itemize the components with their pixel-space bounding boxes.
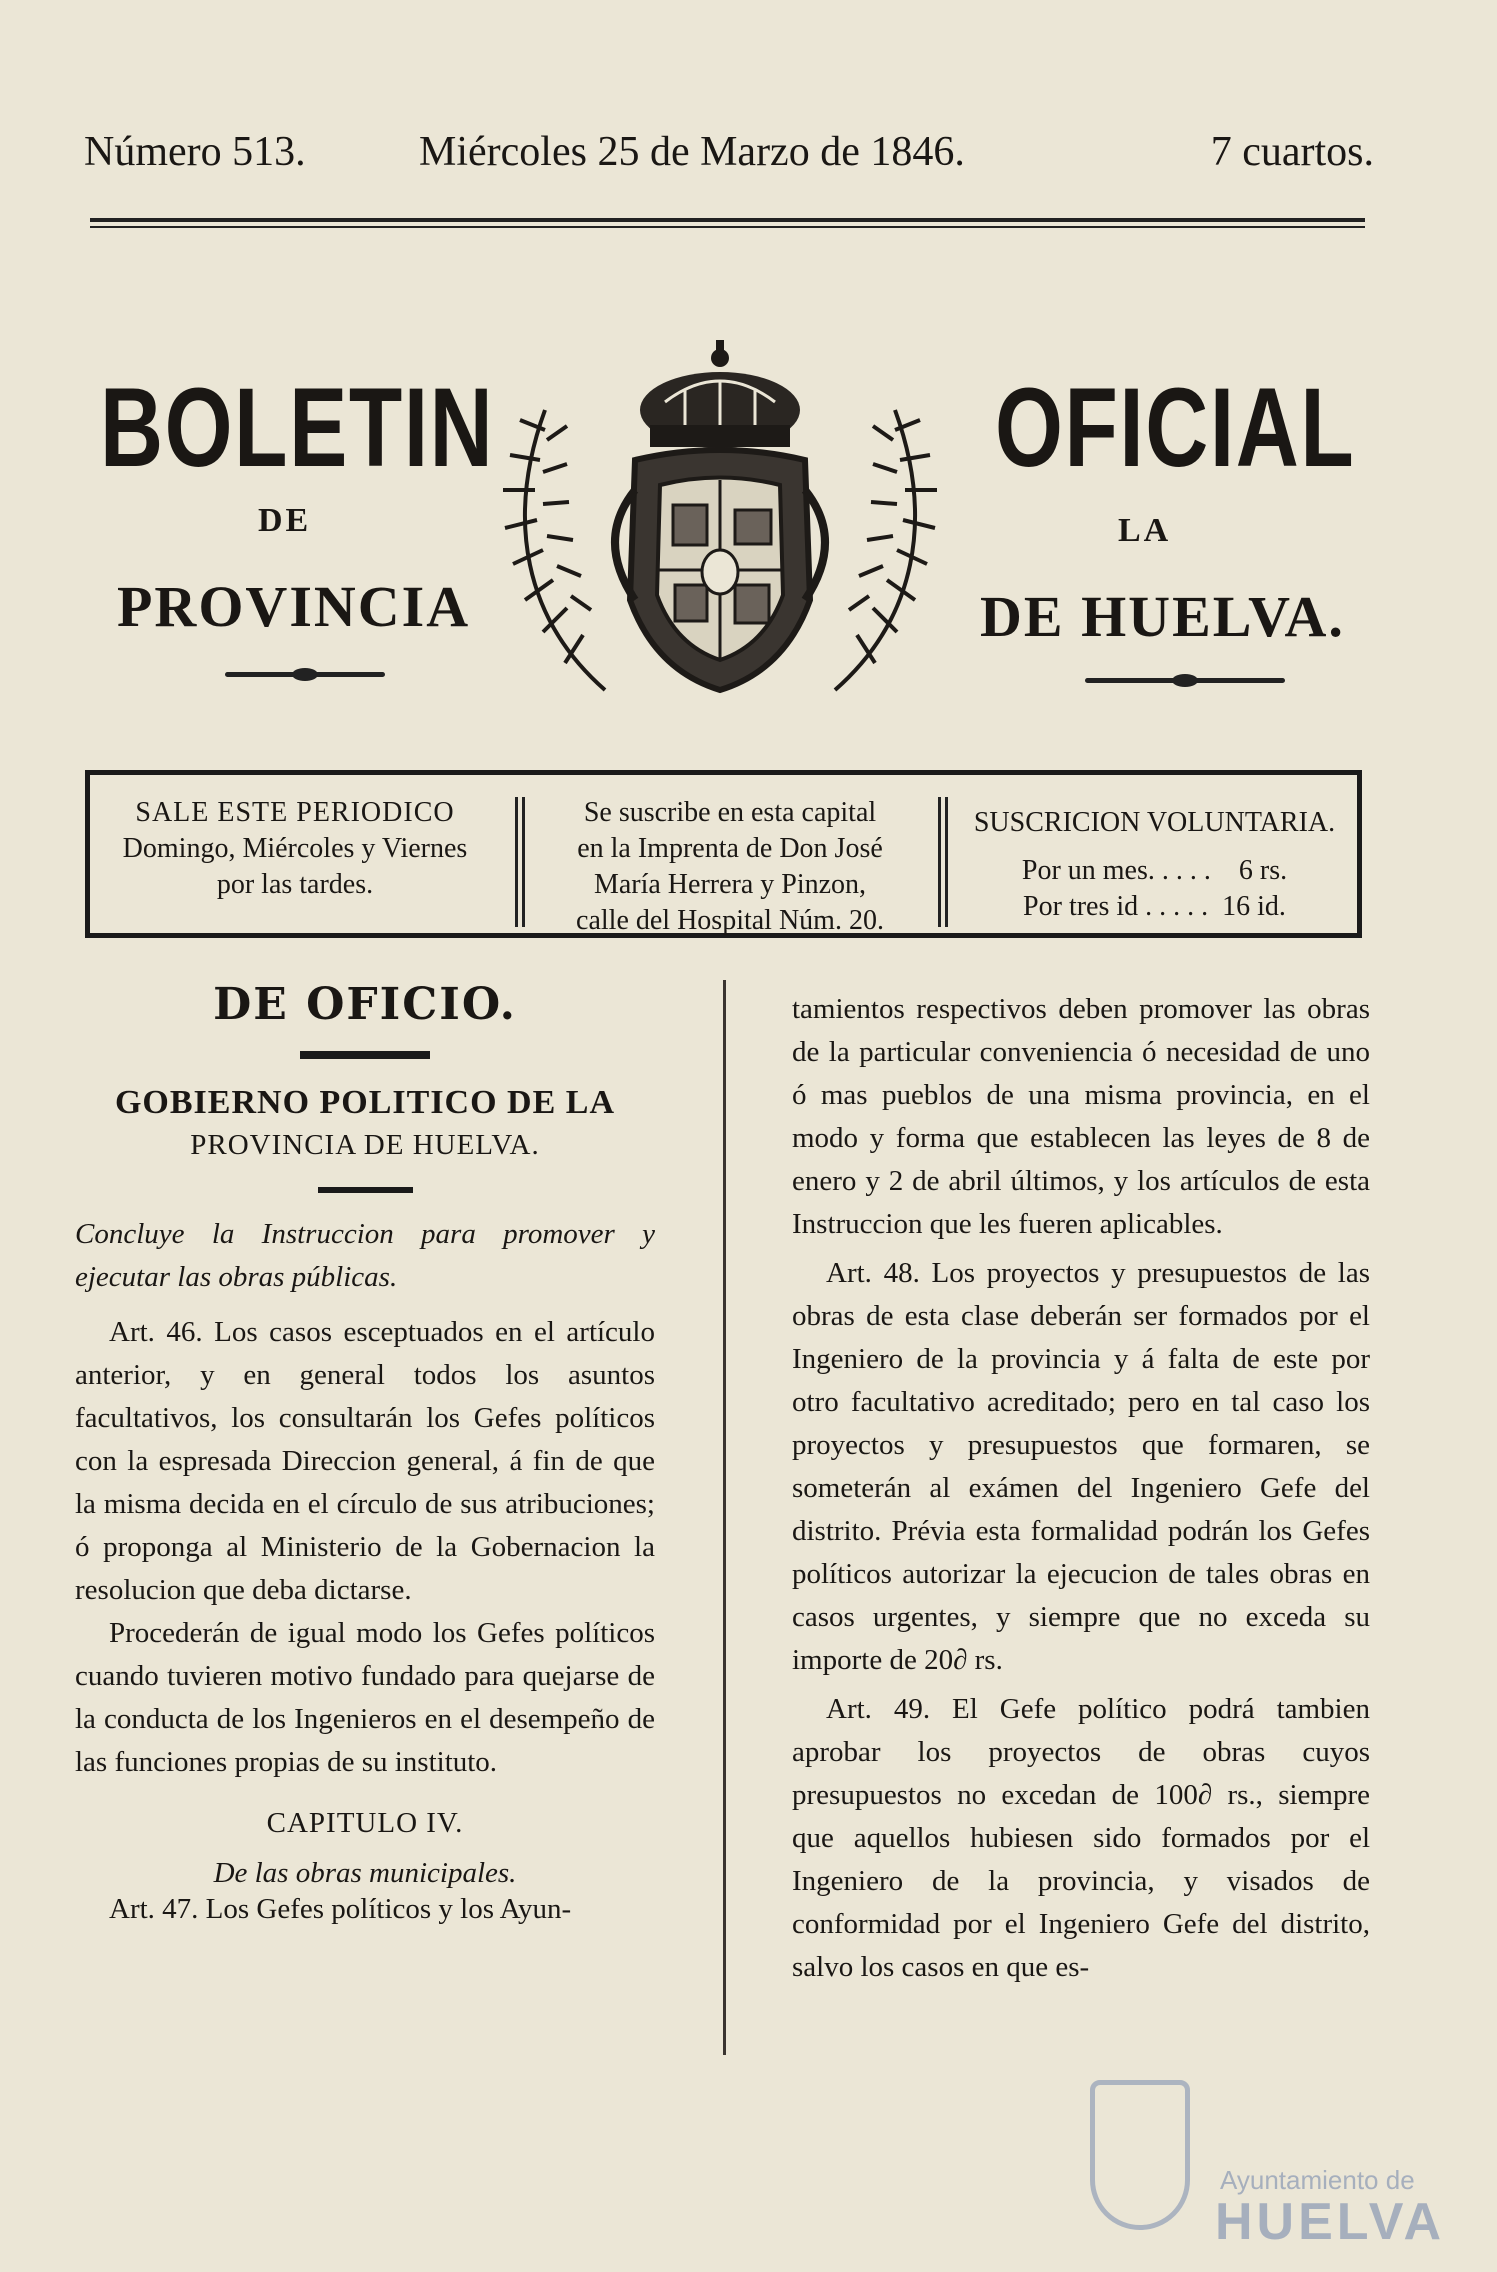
schedule-title: SALE ESTE PERIODICO [135,797,455,828]
authority-heading: GOBIERNO POLITICO DE LA [114,1084,616,1121]
price-month: Por un mes. . . . . 6 rs. [1021,855,1288,886]
issue-number: Número 513. [84,129,306,175]
article-46: Art. 46. Los casos esceptuados en el artículo anterior, y en general todos los asuntos facultativos, los consultarán los Gefes políticos con la espresada Direccion general, á fin de que la misma decida en el círculo de sus atribuciones; ó proponga al Ministerio de la Gobernacion la resolucion que deba dictarse. [75,1316,655,1606]
subscription-box [85,770,1362,938]
article-48: Art. 48. Los proyectos y presupuestos de las obras de esta clase deberán ser formados por el Ingeniero de la provincia y á falta de este por otro facultativo acreditado; pero en tal caso los proyectos y presupuestos que formaren, se someterán al exámen del Ingeniero Gefe del distrito. Prévia esta formalidad podrán los Gefes políticos autorizar la ejecucion de tales obras en casos urgentes, y siempre que no exceda su importe de 20∂ rs. [792,1257,1370,1676]
header-rule [90,218,1365,228]
chapter-heading: CAPITULO IV. [266,1807,464,1839]
subscription-prices [952,805,1357,925]
masthead-de: DE [258,502,312,539]
authority-subheading: PROVINCIA DE HUELVA. [190,1129,540,1161]
coat-of-arms-emblem [485,340,955,720]
article-47: Art. 47. Los Gefes políticos y los Ayun- [109,1893,572,1925]
box-separator-right [938,797,948,927]
address-line-3: María Herrera y Pinzon, [593,869,867,900]
column-divider [723,980,726,2055]
masthead-provincia: PROVINCIA [117,574,471,639]
masthead-oficial: OFICIAL [995,365,1356,490]
subscription-address [530,795,930,939]
subscription-schedule [95,795,495,903]
address-line-2: en la Imprenta de Don José [577,833,883,864]
ornament-left [225,672,385,677]
article-47-continuation: tamientos respectivos deben promover las obras de la particular conveniencia ó necesidad de uno ó mas pueblos de una misma provincia, en el modo y forma que establecen las leyes de 8 de enero y 2 de abril últimos, y los artículos de esta Instruccion que les fueren aplicables. [792,993,1370,1240]
watermark-line-2: HUELVA [1215,2193,1446,2251]
section-heading: DE OFICIO. [213,979,517,1030]
masthead-de-huelva: DE HUELVA. [980,584,1345,649]
subheading-bar [318,1187,413,1193]
issue-price: 7 cuartos. [1210,129,1374,175]
watermark-shield-icon [1090,2080,1190,2230]
box-separator-left [515,797,525,927]
address-line-1: Se suscribe en esta capital [583,797,877,828]
prices-title: SUSCRICION VOLUNTARIA. [973,807,1336,838]
instruction-subtitle: Concluye la Instruccion para promover y ejecutar las obras públicas. [75,1218,655,1293]
left-column [75,975,655,1927]
chapter-subtitle: De las obras municipales. [213,1857,517,1889]
ornament-right [1085,678,1285,683]
article-46-paragraph-2: Procederán de igual modo los Gefes políticos cuando tuvieren motivo fundado para quejarse de la conducta de los Ingenieros en el desempeño de las funciones propias de su instituto. [75,1617,655,1778]
issue-line [84,128,1374,184]
issue-date: Miércoles 25 de Marzo de 1846. [419,129,965,175]
article-49: Art. 49. El Gefe político podrá tambien aprobar los proyectos de obras cuyos presupuestos no excedan de 100∂ rs., siempre que aquellos hubiesen sido formados por el Ingeniero de la provincia, y visados de conformidad por el Ingeniero Gefe del distrito, salvo los casos en que es- [792,1693,1370,1983]
ayuntamiento-watermark [1090,2070,1446,2251]
schedule-days: Domingo, Miércoles y Viernes [122,833,468,864]
price-three-months: Por tres id . . . . . 16 id. [1023,891,1286,922]
heading-bar [300,1051,430,1059]
right-column [792,988,1370,1989]
watermark-line-1: Ayuntamiento de [1220,2165,1415,2195]
schedule-time: por las tardes. [216,869,374,900]
masthead-la: LA [1118,512,1172,549]
address-line-4: calle del Hospital Núm. 20. [576,905,884,936]
masthead-boletin: BOLETIN [100,365,495,490]
